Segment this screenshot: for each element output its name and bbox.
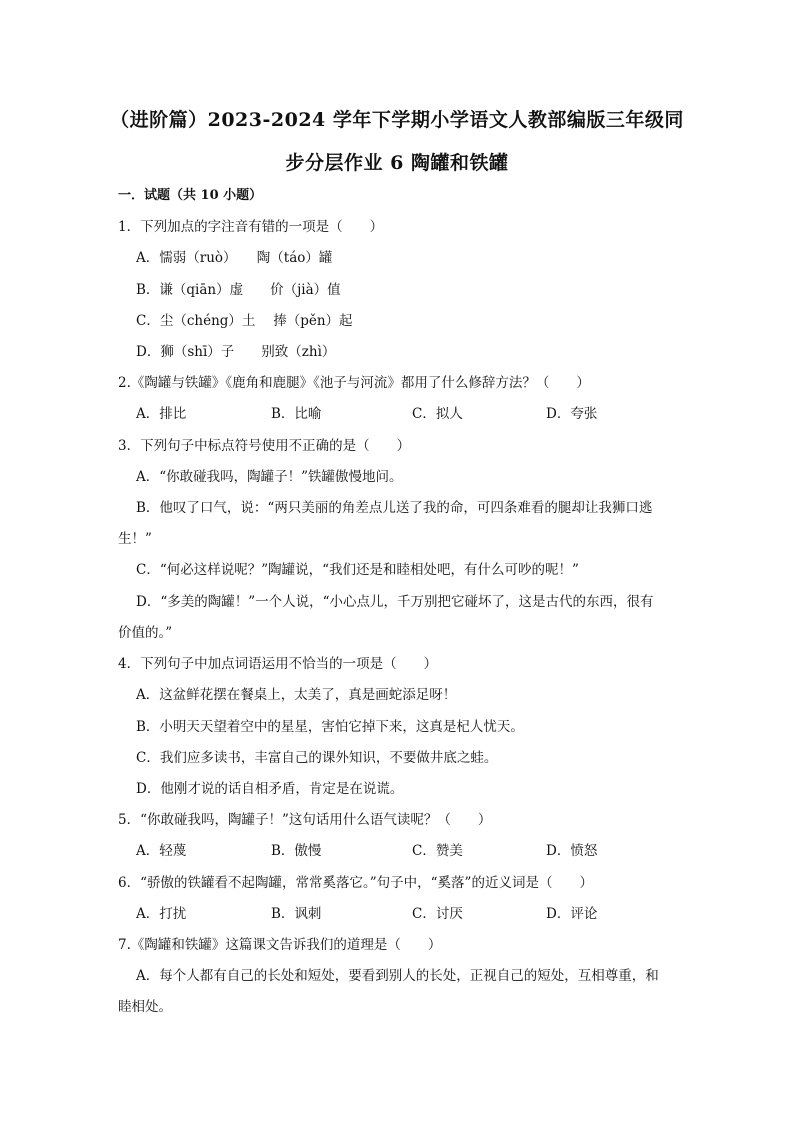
question-2-stem: 2.《陶罐与铁罐》《鹿角和鹿腿》《池子与河流》都用了什么修辞方法？（ ） [118,375,590,391]
document-title-line-2: 步分层作业 6 陶罐和铁罐 [285,152,509,174]
question-4-option-a: A．这盆鲜花摆在餐桌上，太美了，真是画蛇添足呀！ [136,687,457,703]
question-1-stem: 1．下列加点的字注音有错的一项是（ ） [118,219,384,235]
question-4-option-d: D．他刚才说的话自相矛盾，肯定是在说谎。 [136,781,404,797]
question-5-option-c: C．赞美 [412,843,463,859]
question-5-stem: 5．“你敢碰我吗，陶罐子！”这句话用什么语气读呢？（ ） [118,812,492,828]
question-3-option-a: A．“你敢碰我吗，陶罐子！”铁罐傲慢地问。 [136,469,403,485]
question-7-stem: 7.《陶罐和铁罐》这篇课文告诉我们的道理是（ ） [118,937,442,953]
question-6-option-c: C．讨厌 [412,906,463,922]
question-4-option-c: C．我们应多读书，丰富自己的课外知识，不要做井底之蛙。 [136,750,498,766]
question-6-stem: 6．“骄傲的铁罐看不起陶罐，常常奚落它。”句子中，“奚落”的近义词是（ ） [118,875,593,891]
question-6-option-d: D．评论 [546,906,598,922]
question-2-option-c: C．拟人 [412,406,463,422]
question-3-option-b-line-1: B．他叹了口气，说：“两只美丽的角差点儿送了我的命，可四条难看的腿却让我狮口逃 [136,500,653,516]
question-5-option-a: A．轻蔑 [136,843,187,859]
question-6-option-b: B．讽刺 [271,906,322,922]
question-3-option-c: C．“何必这样说呢？”陶罐说，“我们还是和睦相处吧，有什么可吵的呢！” [136,562,579,578]
question-2-option-a: A．排比 [136,406,187,422]
question-1-option-b: B．谦（qiān）虚 价（jià）值 [136,282,341,298]
question-3-stem: 3．下列句子中标点符号使用不正确的是（ ） [118,438,411,454]
question-1-option-a: A．懦弱（ruò） 陶（táo）罐 [136,250,333,266]
question-7-option-a-line-2: 睦相处。 [118,999,172,1015]
question-3-option-d-line-1: D．“多美的陶罐！”一个人说，“小心点儿，千万别把它碰坏了，这是古代的东西，很有 [136,594,654,610]
question-3-option-d-line-2: 价值的。” [118,625,173,641]
question-4-option-b: B．小明天天望着空中的星星，害怕它掉下来，这真是杞人忧天。 [136,719,524,735]
question-2-option-b: B．比喻 [271,406,322,422]
question-2-option-d: D．夸张 [546,406,598,422]
question-3-option-b-line-2: 生！” [118,531,152,547]
question-5-option-b: B．傲慢 [271,843,322,859]
question-6-option-a: A．打扰 [136,906,187,922]
document-title-line-1: （进阶篇）2023-2024 学年下学期小学语文人教部编版三年级同 [110,109,684,131]
question-5-option-d: D．愤怒 [546,843,598,859]
question-1-option-c: C．尘（chéng）土 捧（pěn）起 [136,313,353,329]
question-4-stem: 4．下列句子中加点词语运用不恰当的一项是（ ） [118,656,438,672]
question-7-option-a-line-1: A．每个人都有自己的长处和短处，要看到别人的长处，正视自己的短处，互相尊重，和 [136,968,659,984]
question-1-option-d: D．狮（shī）子 别致（zhì） [136,344,336,360]
section-heading: 一．试题（共 10 小题） [118,188,263,203]
